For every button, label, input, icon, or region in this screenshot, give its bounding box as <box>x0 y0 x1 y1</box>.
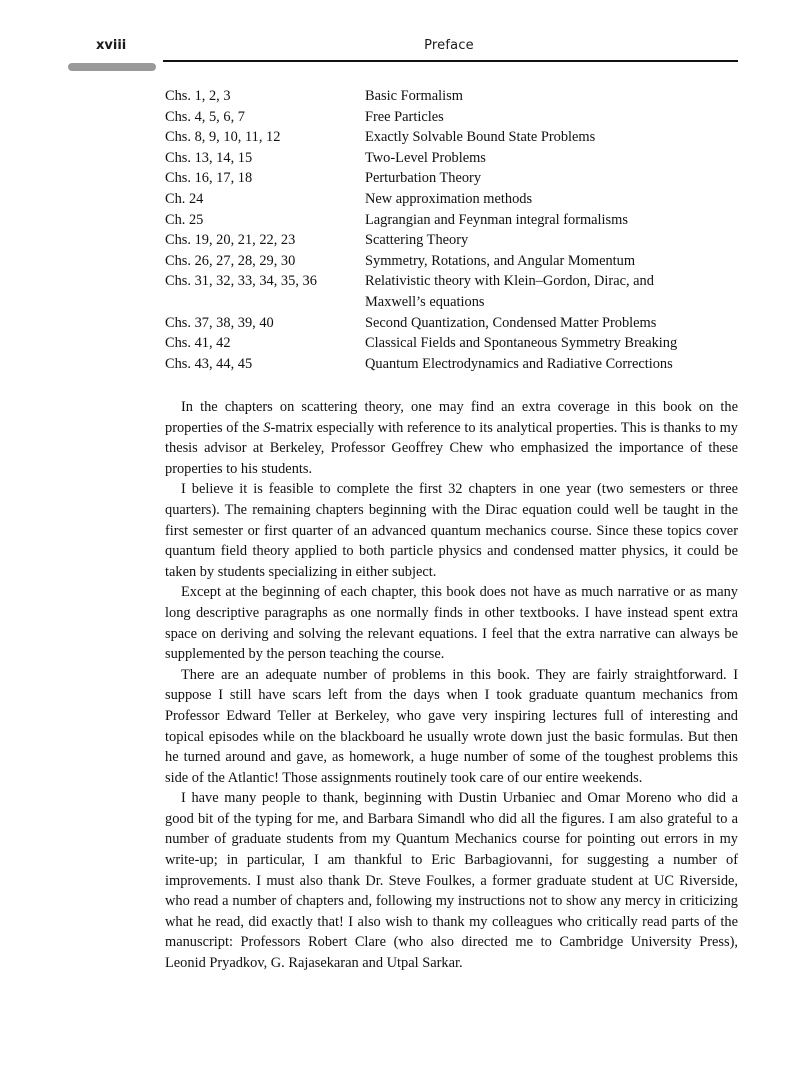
chapter-topic: Second Quantization, Condensed Matter Problems <box>365 314 657 331</box>
chapter-topic: Lagrangian and Feynman integral formalisms <box>365 211 628 228</box>
table-row <box>165 148 745 169</box>
preface-body <box>165 397 738 974</box>
chapter-numbers: Chs. 37, 38, 39, 40 <box>165 314 274 331</box>
chapter-numbers: Chs. 16, 17, 18 <box>165 170 253 187</box>
chapter-topic: Free Particles <box>365 108 444 125</box>
chapter-table <box>165 86 745 374</box>
chapter-topic: Classical Fields and Spontaneous Symmetry Breaking <box>365 335 678 352</box>
chapter-topic: Two-Level Problems <box>365 149 486 166</box>
chapter-numbers: Chs. 31, 32, 33, 34, 35, 36 <box>165 273 317 290</box>
page-number: xviii <box>96 38 127 53</box>
table-row <box>165 271 745 312</box>
chapter-numbers: Chs. 43, 44, 45 <box>165 355 253 372</box>
paragraph-problems: There are an adequate number of problems in this book. They are fairly straightforward. I suppose I still have scars left from the days when I took graduate quantum mechanics from Professor Edward Teller at Berkeley, who gave very inspiring lectures full of interesting and topical episodes while on the blackboard he usually wrote down just the basic formulas. But then he turned around and gave, as homework, a huge number of some of the toughest problems this side of the Atlantic! Those assignments routinely took care of our entire weekends. <box>165 666 738 786</box>
paragraph-narrative: Except at the beginning of each chapter, this book does not have as much narrative or as many long descriptive paragraphs as one normally finds in other textbooks. I have instead spent extra space on deriving and solving the relevant equations. I feel that the extra narrative can always be supplemented by the person teaching the course. <box>165 584 738 663</box>
chapter-topic: Scattering Theory <box>365 232 469 249</box>
table-row <box>165 210 745 231</box>
chapter-numbers: Chs. 13, 14, 15 <box>165 149 253 166</box>
chapter-numbers: Ch. 25 <box>165 211 204 228</box>
paragraph-text: -matrix especially with reference to its analytical properties. This is thanks to my thesis advisor at Berkeley, Professor Geoffrey Chew who emphasized the importance of these properties to his students. <box>165 419 738 477</box>
chapter-topic: Exactly Solvable Bound State Problems <box>365 129 596 146</box>
chapter-numbers: Chs. 1, 2, 3 <box>165 88 231 104</box>
chapter-topic: Relativistic theory with Klein–Gordon, Dirac, and Maxwell’s equations <box>365 273 654 310</box>
table-row <box>165 354 745 375</box>
chapter-numbers: Chs. 26, 27, 28, 29, 30 <box>165 252 296 269</box>
chapter-numbers: Chs. 8, 9, 10, 11, 12 <box>165 129 281 146</box>
gray-tab-marker <box>68 63 156 71</box>
table-row <box>165 333 745 354</box>
chapter-numbers: Chs. 41, 42 <box>165 335 231 352</box>
chapter-numbers: Ch. 24 <box>165 190 204 207</box>
table-row <box>165 86 745 107</box>
paragraph-course-plan: I believe it is feasible to complete the first 32 chapters in one year (two semesters or three quarters). The remaining chapters beginning with the Dirac equation could well be taught in the first semester or first quarter of an advanced quantum mechanics course. Since these topics cover quantum field theory applied to both particle physics and condensed matter physics, it could be taken by students specializing in either subject. <box>165 481 738 580</box>
chapter-topic: Quantum Electrodynamics and Radiative Corrections <box>365 355 673 372</box>
paragraph-scattering-theory <box>165 397 738 479</box>
chapter-numbers: Chs. 19, 20, 21, 22, 23 <box>165 232 296 249</box>
table-row <box>165 107 745 128</box>
chapter-topic: Symmetry, Rotations, and Angular Momentum <box>365 252 636 269</box>
chapter-topic: Perturbation Theory <box>365 170 482 187</box>
chapter-topic: New approximation methods <box>365 190 533 207</box>
table-row <box>165 127 745 148</box>
chapter-numbers: Chs. 4, 5, 6, 7 <box>165 108 245 125</box>
header-rule <box>163 60 738 62</box>
paragraph-text: In the chapters on scattering theory, one may find an extra coverage in this book on the properties of the <box>165 399 738 436</box>
running-head: Preface <box>424 38 474 53</box>
table-row <box>165 168 745 189</box>
paragraph-acknowledgments: I have many people to thank, beginning with Dustin Urbaniec and Omar Moreno who did a good bit of the typing for me, and Barbara Simandl who did all the figures. I am also grateful to a number of graduate students from my Quantum Mechanics course for pointing out errors in my write-up; in particular, I am thankful to Eric Barbagiovanni, for suggesting a number of improvements. I must also thank Dr. Steve Foulkes, a former graduate student at UC Riverside, who read a number of chapters and, following my instructions not to show any mercy in criticizing what he read, did exactly that! I also wish to thank my colleagues who critically read parts of the manuscript: Professors Robert Clare (who also directed me to Cambridge University Press), Leonid Pryadkov, G. Rajasekaran and Utpal Sarkar. <box>165 790 738 972</box>
table-row <box>165 230 745 251</box>
table-row <box>165 189 745 210</box>
table-row <box>165 313 745 334</box>
chapter-topic: Basic Formalism <box>365 88 463 104</box>
s-matrix-symbol: S <box>263 419 271 436</box>
table-row <box>165 251 745 272</box>
